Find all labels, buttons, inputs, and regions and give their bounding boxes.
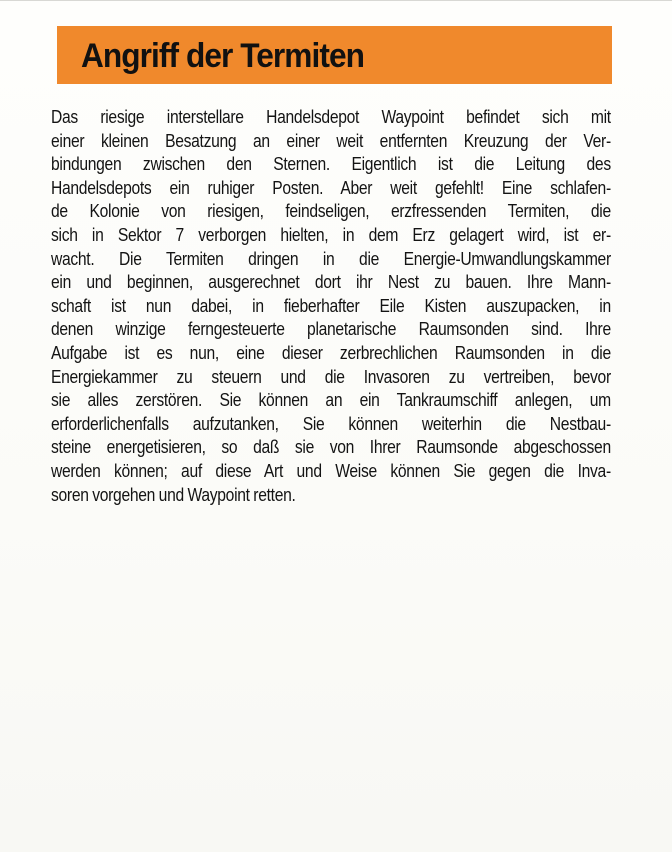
- body-line-text: ein und beginnen, ausgerechnet dort ihr Nest zu bauen. Ihre Mann-: [51, 272, 611, 293]
- body-line: [51, 153, 611, 177]
- body-line-text: de Kolonie von riesigen, feindseligen, erzfressenden Termiten, die: [51, 201, 611, 222]
- body-line: [51, 177, 611, 201]
- body-line: [51, 271, 611, 295]
- body-line: [51, 389, 611, 413]
- body-line-text: wacht. Die Termiten dringen in die Energie-Umwandlungskammer: [51, 248, 611, 269]
- body-line-text: Das riesige interstellare Handelsdepot Waypoint befindet sich mit: [51, 107, 611, 127]
- body-line: [51, 295, 611, 319]
- body-line-text: erforderlichenfalls aufzutanken, Sie können weiterhin die Nestbau-: [51, 413, 611, 434]
- body-line-text: einer kleinen Besatzung an einer weit entfernten Kreuzung der Ver-: [51, 130, 611, 151]
- title-banner: [57, 26, 612, 84]
- body-line: [51, 106, 611, 130]
- body-line-text: sich in Sektor 7 verborgen hielten, in dem Erz gelagert wird, ist er-: [51, 224, 611, 245]
- body-line: [51, 484, 611, 508]
- body-line-text: denen winzige ferngesteuerte planetarische Raumsonden sind. Ihre: [51, 319, 611, 340]
- body-line-text: Energiekammer zu steuern und die Invasoren zu vertreiben, bevor: [51, 366, 611, 387]
- body-line: [51, 342, 611, 366]
- body-line-text: bindungen zwischen den Sternen. Eigentlich ist die Leitung des: [51, 154, 611, 175]
- body-line-text: Handelsdepots ein ruhiger Posten. Aber weit gefehlt! Eine schlafen-: [51, 177, 611, 198]
- body-line: [51, 248, 611, 272]
- body-line-text: soren vorgehen und Waypoint retten.: [51, 484, 296, 505]
- scan-edge-mark: [0, 0, 672, 1]
- body-line-text: steine energetisieren, so daß sie von Ihrer Raumsonde abgeschossen: [51, 437, 611, 458]
- body-line: [51, 436, 611, 460]
- body-line: [51, 224, 611, 248]
- body-line-text: sie alles zerstören. Sie können an ein Tankraumschiff anlegen, um: [51, 390, 611, 411]
- body-line: [51, 200, 611, 224]
- body-line: [51, 413, 611, 437]
- body-line-text: schaft ist nun dabei, in fieberhafter Eile Kisten auszupacken, in: [51, 295, 611, 316]
- body-paragraph: [51, 106, 611, 507]
- body-line: [51, 318, 611, 342]
- page-title: Angriff der Termiten: [81, 36, 364, 75]
- body-line: [51, 460, 611, 484]
- body-line: [51, 130, 611, 154]
- body-line-text: Aufgabe ist es nun, eine dieser zerbrechlichen Raumsonden in die: [51, 342, 611, 363]
- body-line-text: werden können; auf diese Art und Weise können Sie gegen die Inva-: [51, 460, 611, 481]
- body-line: [51, 366, 611, 390]
